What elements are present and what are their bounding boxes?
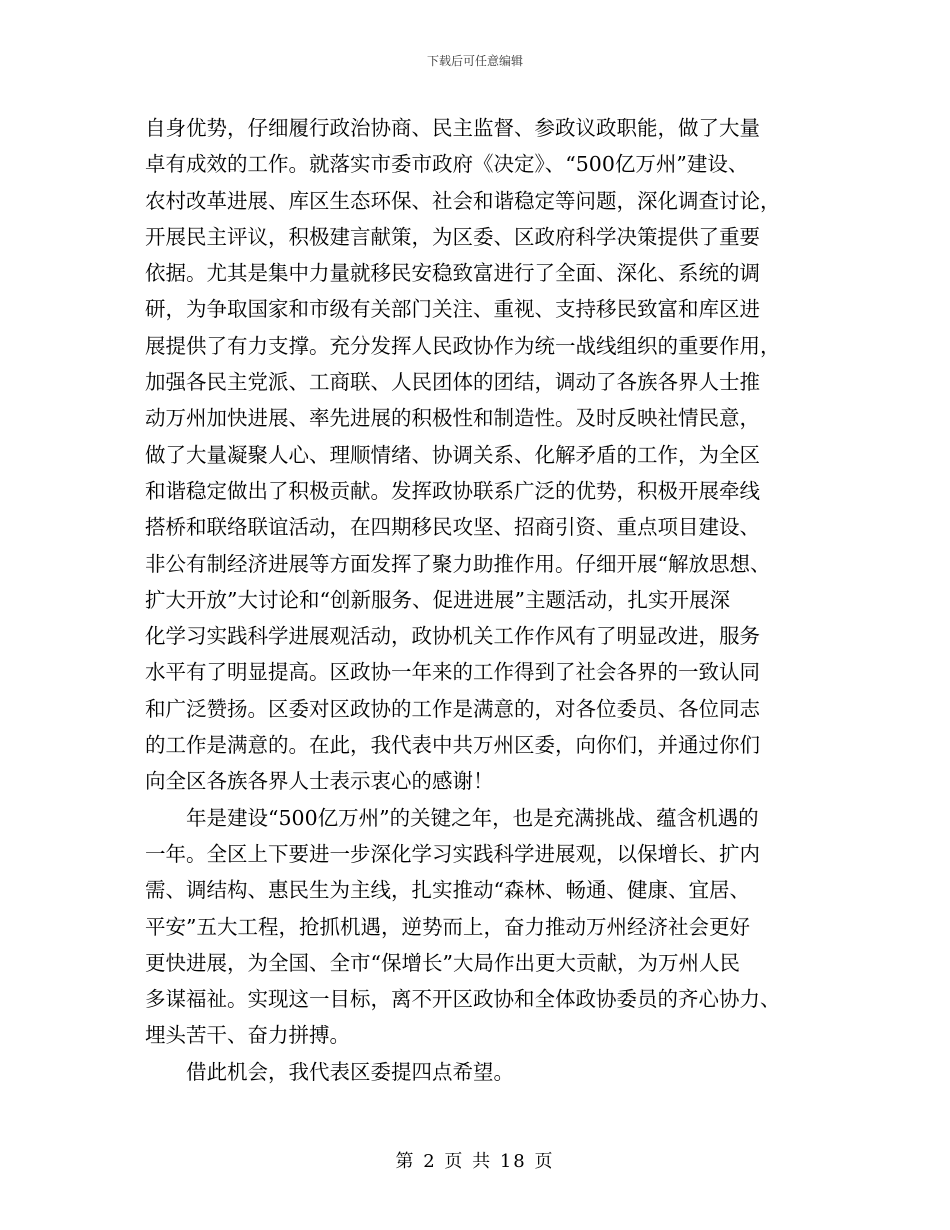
text-line: 平安”五大工程，抢抓机遇，逆势而上，奋力推动万州经济社会更好 bbox=[145, 914, 750, 939]
text-line: 埋头苦干、奋力拼搏。 bbox=[145, 1023, 350, 1048]
text-line: 搭桥和联络联谊活动，在四期移民攻坚、招商引资、重点项目建设、 bbox=[145, 515, 760, 540]
text-line: 和谐稳定做出了积极贡献。发挥政协联系广泛的优势，积极开展牵线 bbox=[145, 478, 760, 503]
text-line: 加强各民主党派、工商联、人民团体的团结，调动了各族各界人士推 bbox=[145, 370, 760, 395]
text-line: 开展民主评议，积极建言献策，为区委、区政府科学决策提供了重要 bbox=[145, 224, 760, 249]
page-number: 第 2 页 共 18 页 bbox=[395, 1151, 555, 1172]
text-line: 研，为争取国家和市级有关部门关注、重视、支持移民致富和库区进 bbox=[145, 297, 760, 322]
paragraph-start-line: 年是建设“500亿万州”的关键之年，也是充满挑战、蕴含机遇的 bbox=[186, 805, 759, 830]
text-line: 需、调结构、惠民生为主线，扎实推动“森林、畅通、健康、宜居、 bbox=[145, 878, 750, 903]
text-line: 更快进展，为全国、全市“保增长”大局作出更大贡献，为万州人民 bbox=[145, 950, 740, 975]
text-line: 和广泛赞扬。区委对区政协的工作是满意的，对各位委员、各位同志 bbox=[145, 696, 760, 721]
text-line: 自身优势，仔细履行政治协商、民主监督、参政议政职能，做了大量 bbox=[145, 116, 760, 140]
text-line: 做了大量凝聚人心、理顺情绪、协调关系、化解矛盾的工作，为全区 bbox=[145, 442, 760, 467]
text-line: 多谋福祉。实现这一目标，离不开区政协和全体政协委员的齐心协力、 bbox=[145, 987, 781, 1012]
text-line: 依据。尤其是集中力量就移民安稳致富进行了全面、深化、系统的调 bbox=[145, 261, 760, 286]
text-line: 的工作是满意的。在此，我代表中共万州区委，向你们，并通过你们 bbox=[145, 733, 760, 758]
document-body bbox=[145, 110, 805, 1090]
paragraph-start-line: 借此机会，我代表区委提四点希望。 bbox=[186, 1059, 514, 1084]
text-line: 卓有成效的工作。就落实市委市政府《决定》、“500亿万州”建设、 bbox=[145, 152, 749, 177]
text-line: 动万州加快进展、率先进展的积极性和制造性。及时反映社情民意， bbox=[145, 406, 760, 431]
text-line: 向全区各族各界人士表示衷心的感谢！ bbox=[145, 769, 494, 794]
page-header: 下载后可任意编辑 bbox=[426, 54, 523, 68]
text-line: 非公有制经济进展等方面发挥了聚力助推作用。仔细开展“解放思想、 bbox=[145, 551, 771, 576]
text-line: 化学习实践科学进展观活动，政协机关工作作风有了明显改进，服务 bbox=[145, 624, 760, 649]
text-line: 展提供了有力支撑。充分发挥人民政协作为统一战线组织的重要作用， bbox=[145, 333, 781, 358]
text-line: 一年。全区上下要进一步深化学习实践科学进展观，以保增长、扩内 bbox=[145, 841, 760, 866]
text-line: 水平有了明显提高。区政协一年来的工作得到了社会各界的一致认同 bbox=[145, 660, 760, 685]
text-line: 扩大开放”大讨论和“创新服务、促进进展”主题活动，扎实开展深 bbox=[145, 587, 730, 612]
text-line: 农村改革进展、库区生态环保、社会和谐稳定等问题，深化调查讨论， bbox=[145, 188, 781, 213]
